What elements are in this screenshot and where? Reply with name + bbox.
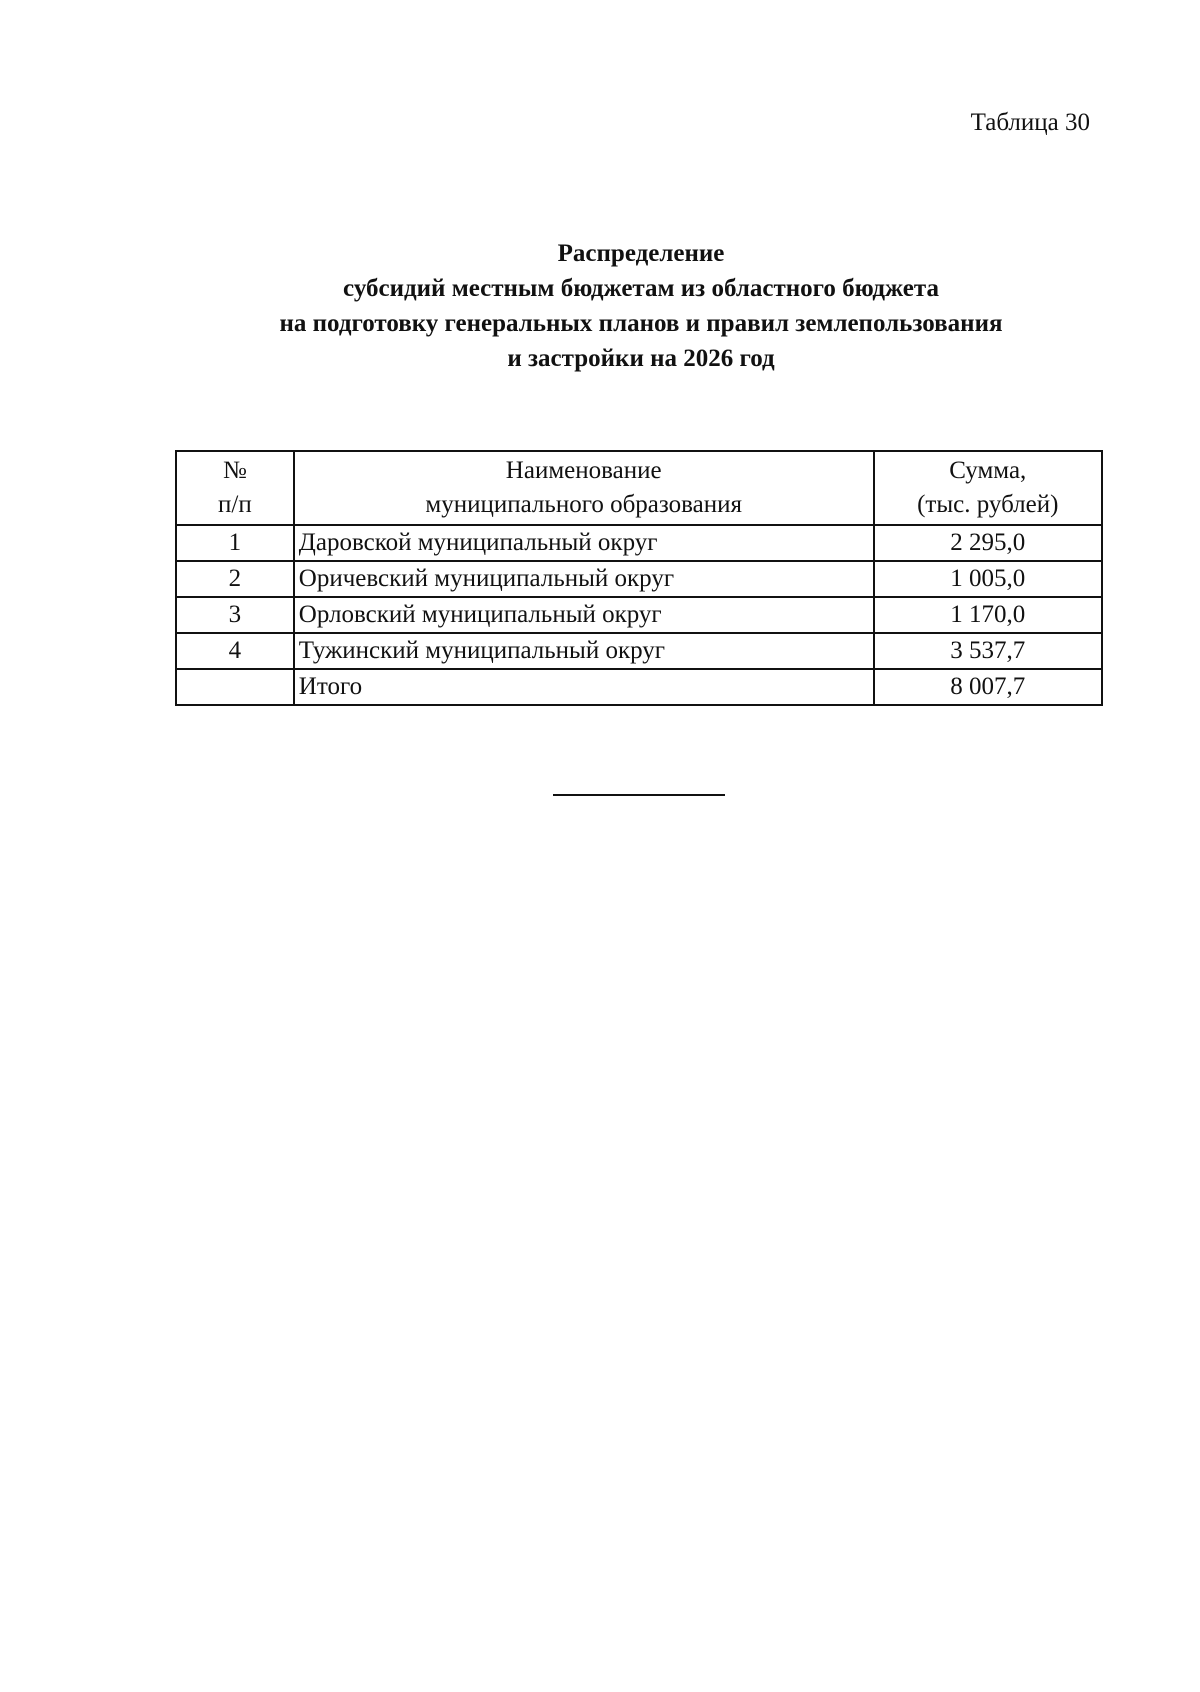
row-number: 1 <box>176 525 294 561</box>
closing-divider <box>553 794 725 796</box>
total-number <box>176 669 294 705</box>
table-row <box>176 525 1102 561</box>
table-row <box>176 561 1102 597</box>
table-total-row <box>176 669 1102 705</box>
header-amount-line-2: (тыс. рублей) <box>917 491 1059 518</box>
table-header-row <box>176 451 1102 525</box>
table-row <box>176 633 1102 669</box>
row-municipality: Тужинский муниципальный округ <box>294 633 874 669</box>
row-amount: 1 170,0 <box>874 597 1102 633</box>
title-line-3: на подготовку генеральных планов и правил землепользования <box>279 310 1003 337</box>
title-line-1: Распределение <box>557 240 725 267</box>
row-number: 3 <box>176 597 294 633</box>
header-municipality-line-2: муниципального образования <box>425 491 742 518</box>
header-municipality-line-1: Наименование <box>505 457 662 484</box>
row-amount: 1 005,0 <box>874 561 1102 597</box>
table-row <box>176 597 1102 633</box>
row-municipality: Даровской муниципальный округ <box>294 525 874 561</box>
header-amount <box>874 451 1102 525</box>
header-number-line-1: № <box>222 457 247 484</box>
row-municipality: Оричевский муниципальный округ <box>294 561 874 597</box>
document-title <box>0 236 1200 376</box>
row-amount: 3 537,7 <box>874 633 1102 669</box>
row-amount: 2 295,0 <box>874 525 1102 561</box>
row-number: 2 <box>176 561 294 597</box>
header-number <box>176 451 294 525</box>
total-amount: 8 007,7 <box>874 669 1102 705</box>
total-label: Итого <box>294 669 874 705</box>
title-line-2: субсидий местным бюджетам из областного бюджета <box>343 275 939 302</box>
title-line-4: и застройки на 2026 год <box>507 345 775 372</box>
row-number: 4 <box>176 633 294 669</box>
table-header <box>176 451 1102 525</box>
table-body <box>176 525 1102 705</box>
row-municipality: Орловский муниципальный округ <box>294 597 874 633</box>
header-municipality <box>294 451 874 525</box>
header-number-line-2: п/п <box>218 491 252 518</box>
subsidy-distribution-table <box>175 450 1103 706</box>
table-number-label: Таблица 30 <box>970 109 1090 136</box>
header-amount-line-1: Сумма, <box>949 457 1027 484</box>
